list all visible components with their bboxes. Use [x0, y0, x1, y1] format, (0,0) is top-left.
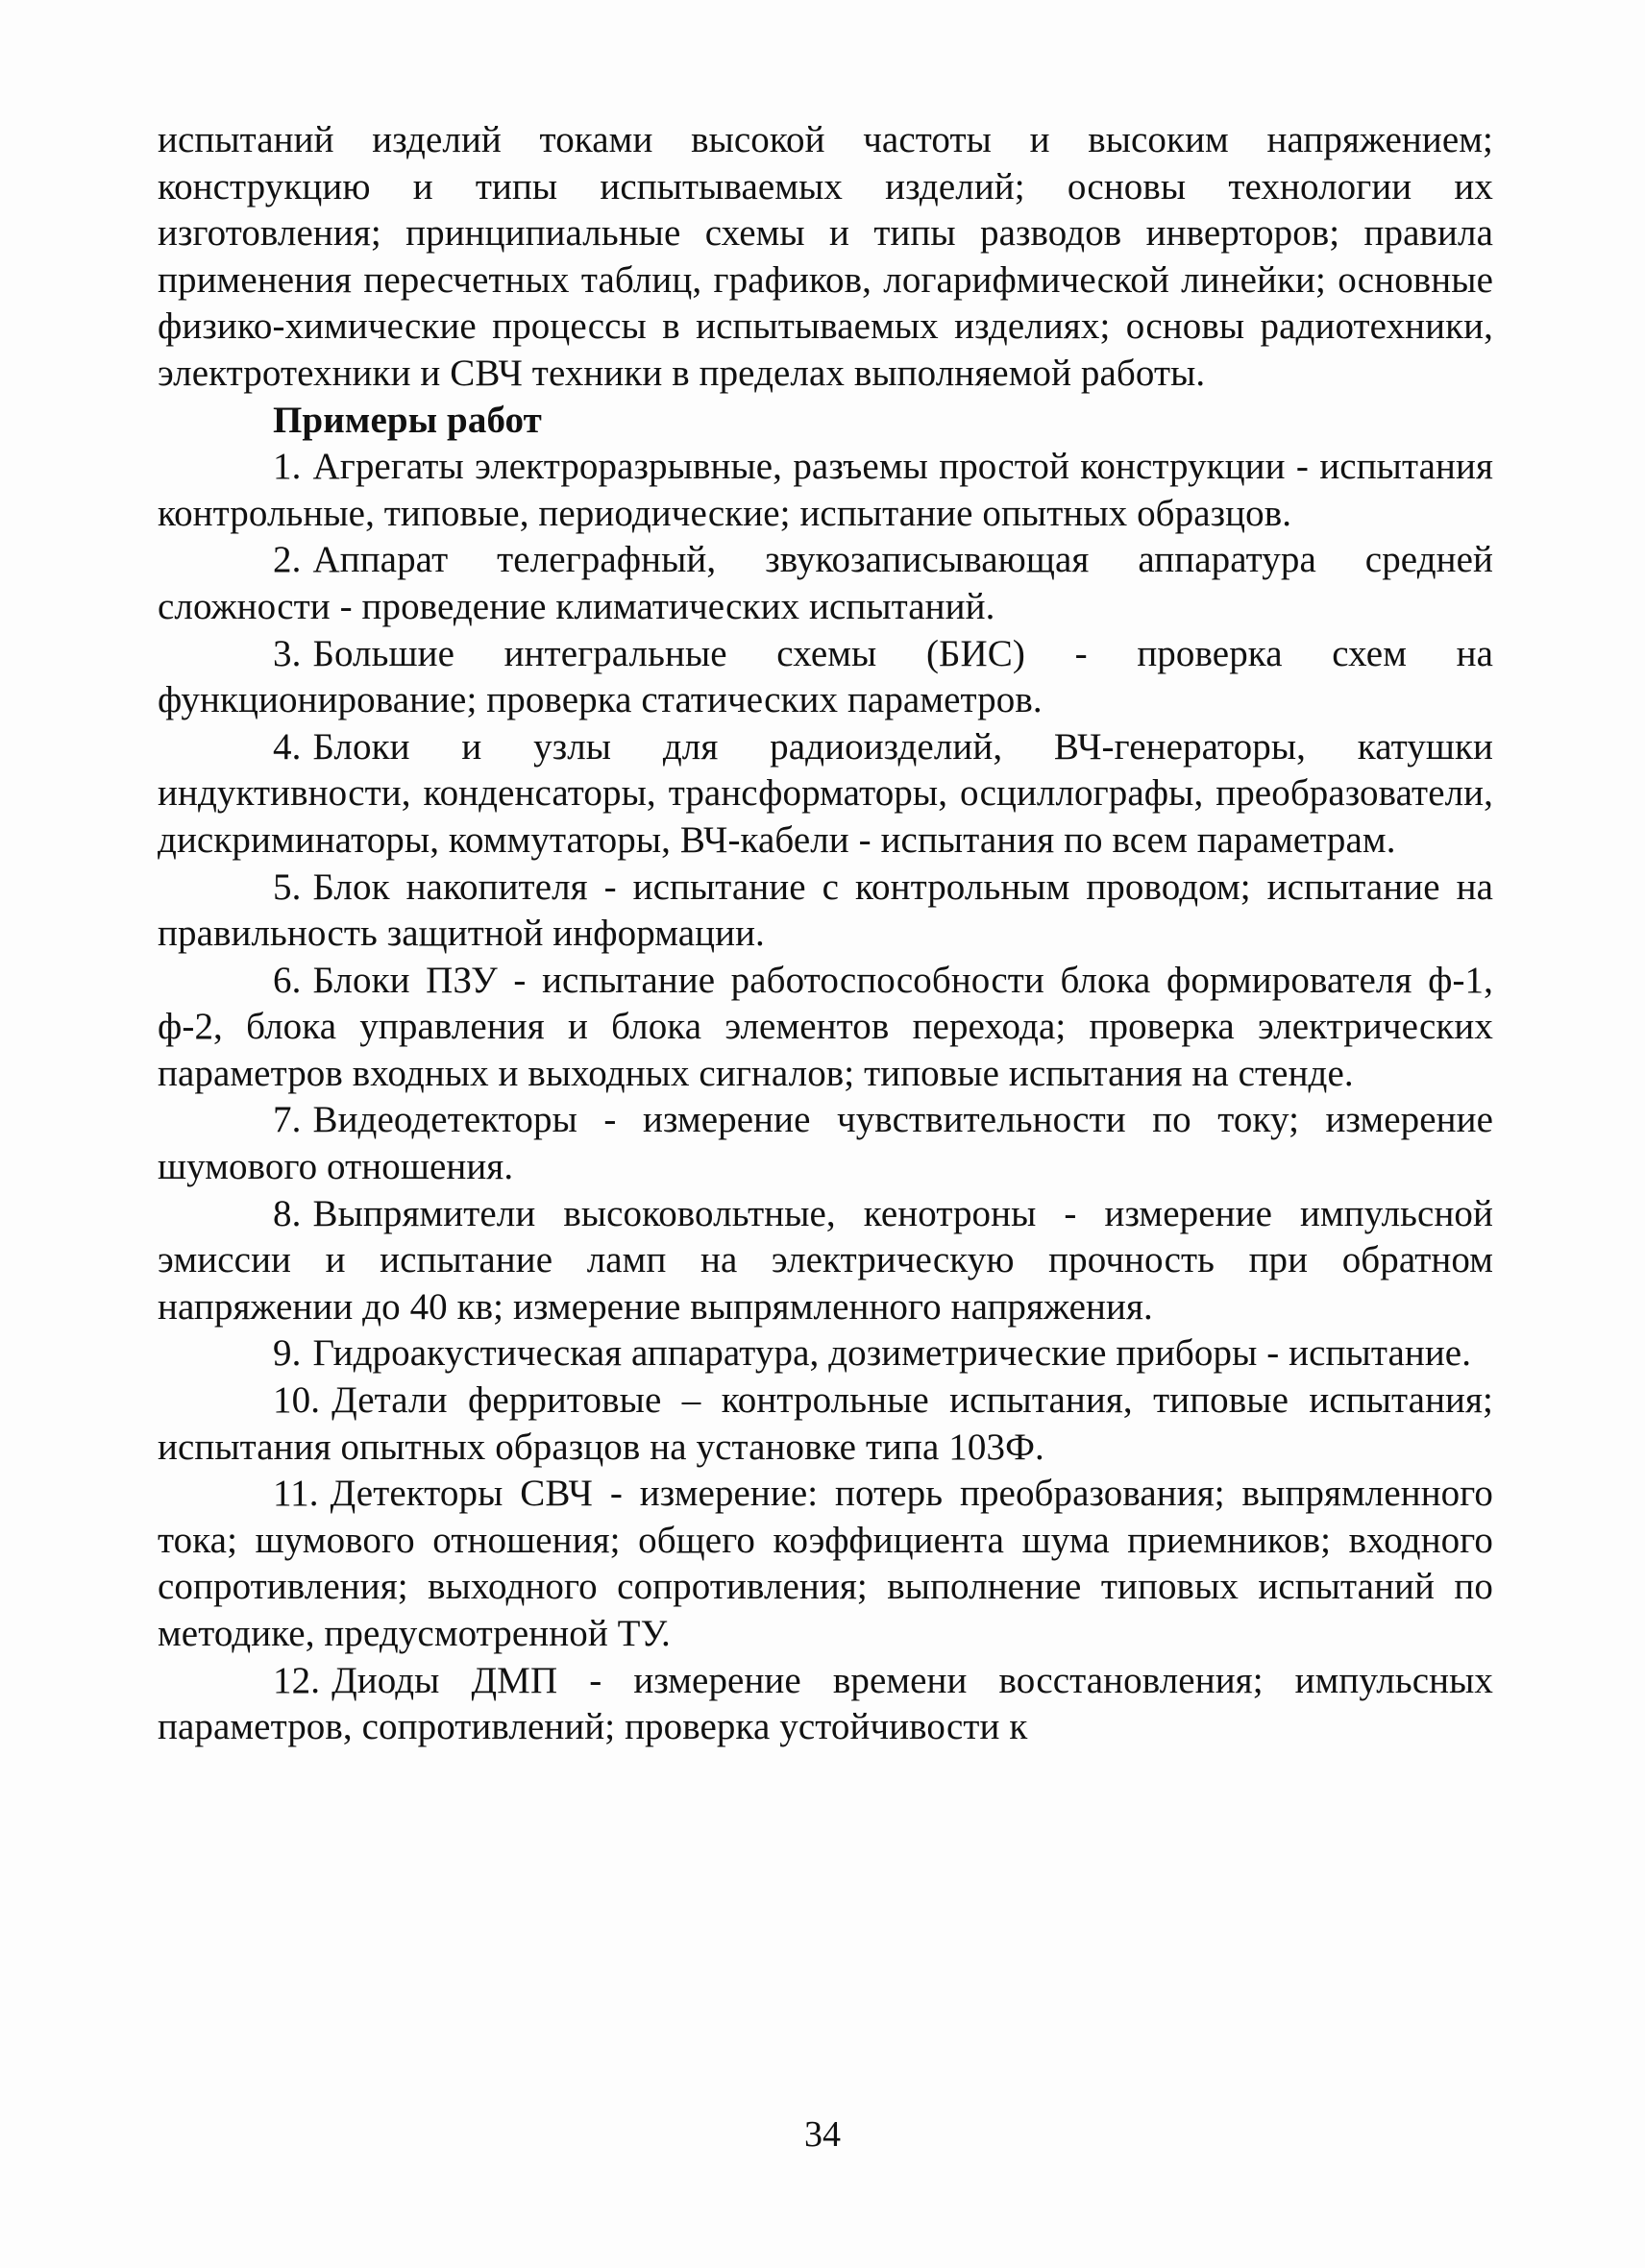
item-text: Диоды ДМП - измерение времени восстановления; импульсных параметров, сопротивлений; проверка устойчивости к: [158, 1659, 1493, 1748]
list-item: [158, 958, 1493, 1098]
item-text: Большие интегральные схемы (БИС) - проверка схем на функционирование; проверка статических параметров.: [158, 632, 1493, 721]
item-text: Блоки и узлы для радиоизделий, ВЧ-генераторы, катушки индуктивности, конденсаторы, трансформаторы, осциллографы, преобразователи, дискриминаторы, коммутаторы, ВЧ-кабели - испытания по всем параметрам.: [158, 725, 1493, 861]
item-number: 4.: [273, 725, 302, 768]
section-heading: Примеры работ: [273, 399, 542, 441]
list-item: [158, 1658, 1493, 1751]
item-text: Гидроакустическая аппаратура, дозиметрические приборы - испытание.: [312, 1332, 1472, 1375]
item-number: 10.: [273, 1379, 321, 1422]
list-item: [158, 1471, 1493, 1657]
list-item: [158, 444, 1493, 537]
item-text: Видеодетекторы - измерение чувствительности по току; измерение шумового отношения.: [158, 1099, 1493, 1188]
list-item: [158, 1097, 1493, 1190]
list-item: [158, 724, 1493, 865]
item-text: Блок накопителя - испытание с контрольным проводом; испытание на правильность защитной информации.: [158, 866, 1493, 955]
item-number: 8.: [273, 1192, 302, 1234]
item-number: 11.: [273, 1473, 319, 1515]
item-text: Аппарат телеграфный, звукозаписывающая аппаратура средней сложности - проведение климатических испытаний.: [158, 539, 1493, 627]
item-text: Блоки ПЗУ - испытание работоспособности блока формирователя ф-1, ф-2, блока управления и блока элементов перехода; проверка электрических параметров входных и выходных сигналов; типовые испытания на стенде.: [158, 959, 1493, 1094]
list-item: [158, 1378, 1493, 1471]
list-item: [158, 865, 1493, 958]
item-number: 2.: [273, 539, 302, 581]
item-text: Детекторы СВЧ - измерение: потерь преобразования; выпрямленного тока; шумового отношения; общего коэффициента шума приемников; входного сопротивления; выходного сопротивления; выполнение типовых испытаний по методике, предусмотренной ТУ.: [158, 1473, 1493, 1654]
item-number: 9.: [273, 1332, 302, 1375]
item-number: 6.: [273, 959, 302, 1001]
body-text: [158, 117, 1493, 1751]
item-number: 3.: [273, 632, 302, 674]
page-number: 34: [804, 2114, 841, 2155]
list-item: [158, 537, 1493, 630]
list-item: [158, 631, 1493, 724]
item-number: 5.: [273, 866, 302, 908]
list-item: [158, 1191, 1493, 1331]
item-number: 12.: [273, 1659, 321, 1701]
intro-paragraph: испытаний изделий токами высокой частоты и высоким напряжением; конструкцию и типы испытываемых изделий; основы технологии их изготовления; принципиальные схемы и типы разводов инверторов; правила применения пересчетных таблиц, графиков, логарифмической линейки; основные физико-химические процессы в испытываемых изделиях; основы радиотехники, электротехники и СВЧ техники в пределах выполняемой работы.: [158, 119, 1493, 394]
item-number: 7.: [273, 1099, 302, 1141]
list-item: [158, 1330, 1493, 1378]
item-number: 1.: [273, 446, 302, 488]
item-text: Выпрямители высоковольтные, кенотроны - измерение импульсной эмиссии и испытание ламп на электрическую прочность при обратном напряжении до 40 кв; измерение выпрямленного напряжения.: [158, 1192, 1493, 1328]
item-text: Детали ферритовые – контрольные испытания, типовые испытания; испытания опытных образцов на установке типа 103Ф.: [158, 1379, 1493, 1468]
item-text: Агрегаты электроразрывные, разъемы простой конструкции - испытания контрольные, типовые, периодические; испытание опытных образцов.: [158, 446, 1493, 534]
